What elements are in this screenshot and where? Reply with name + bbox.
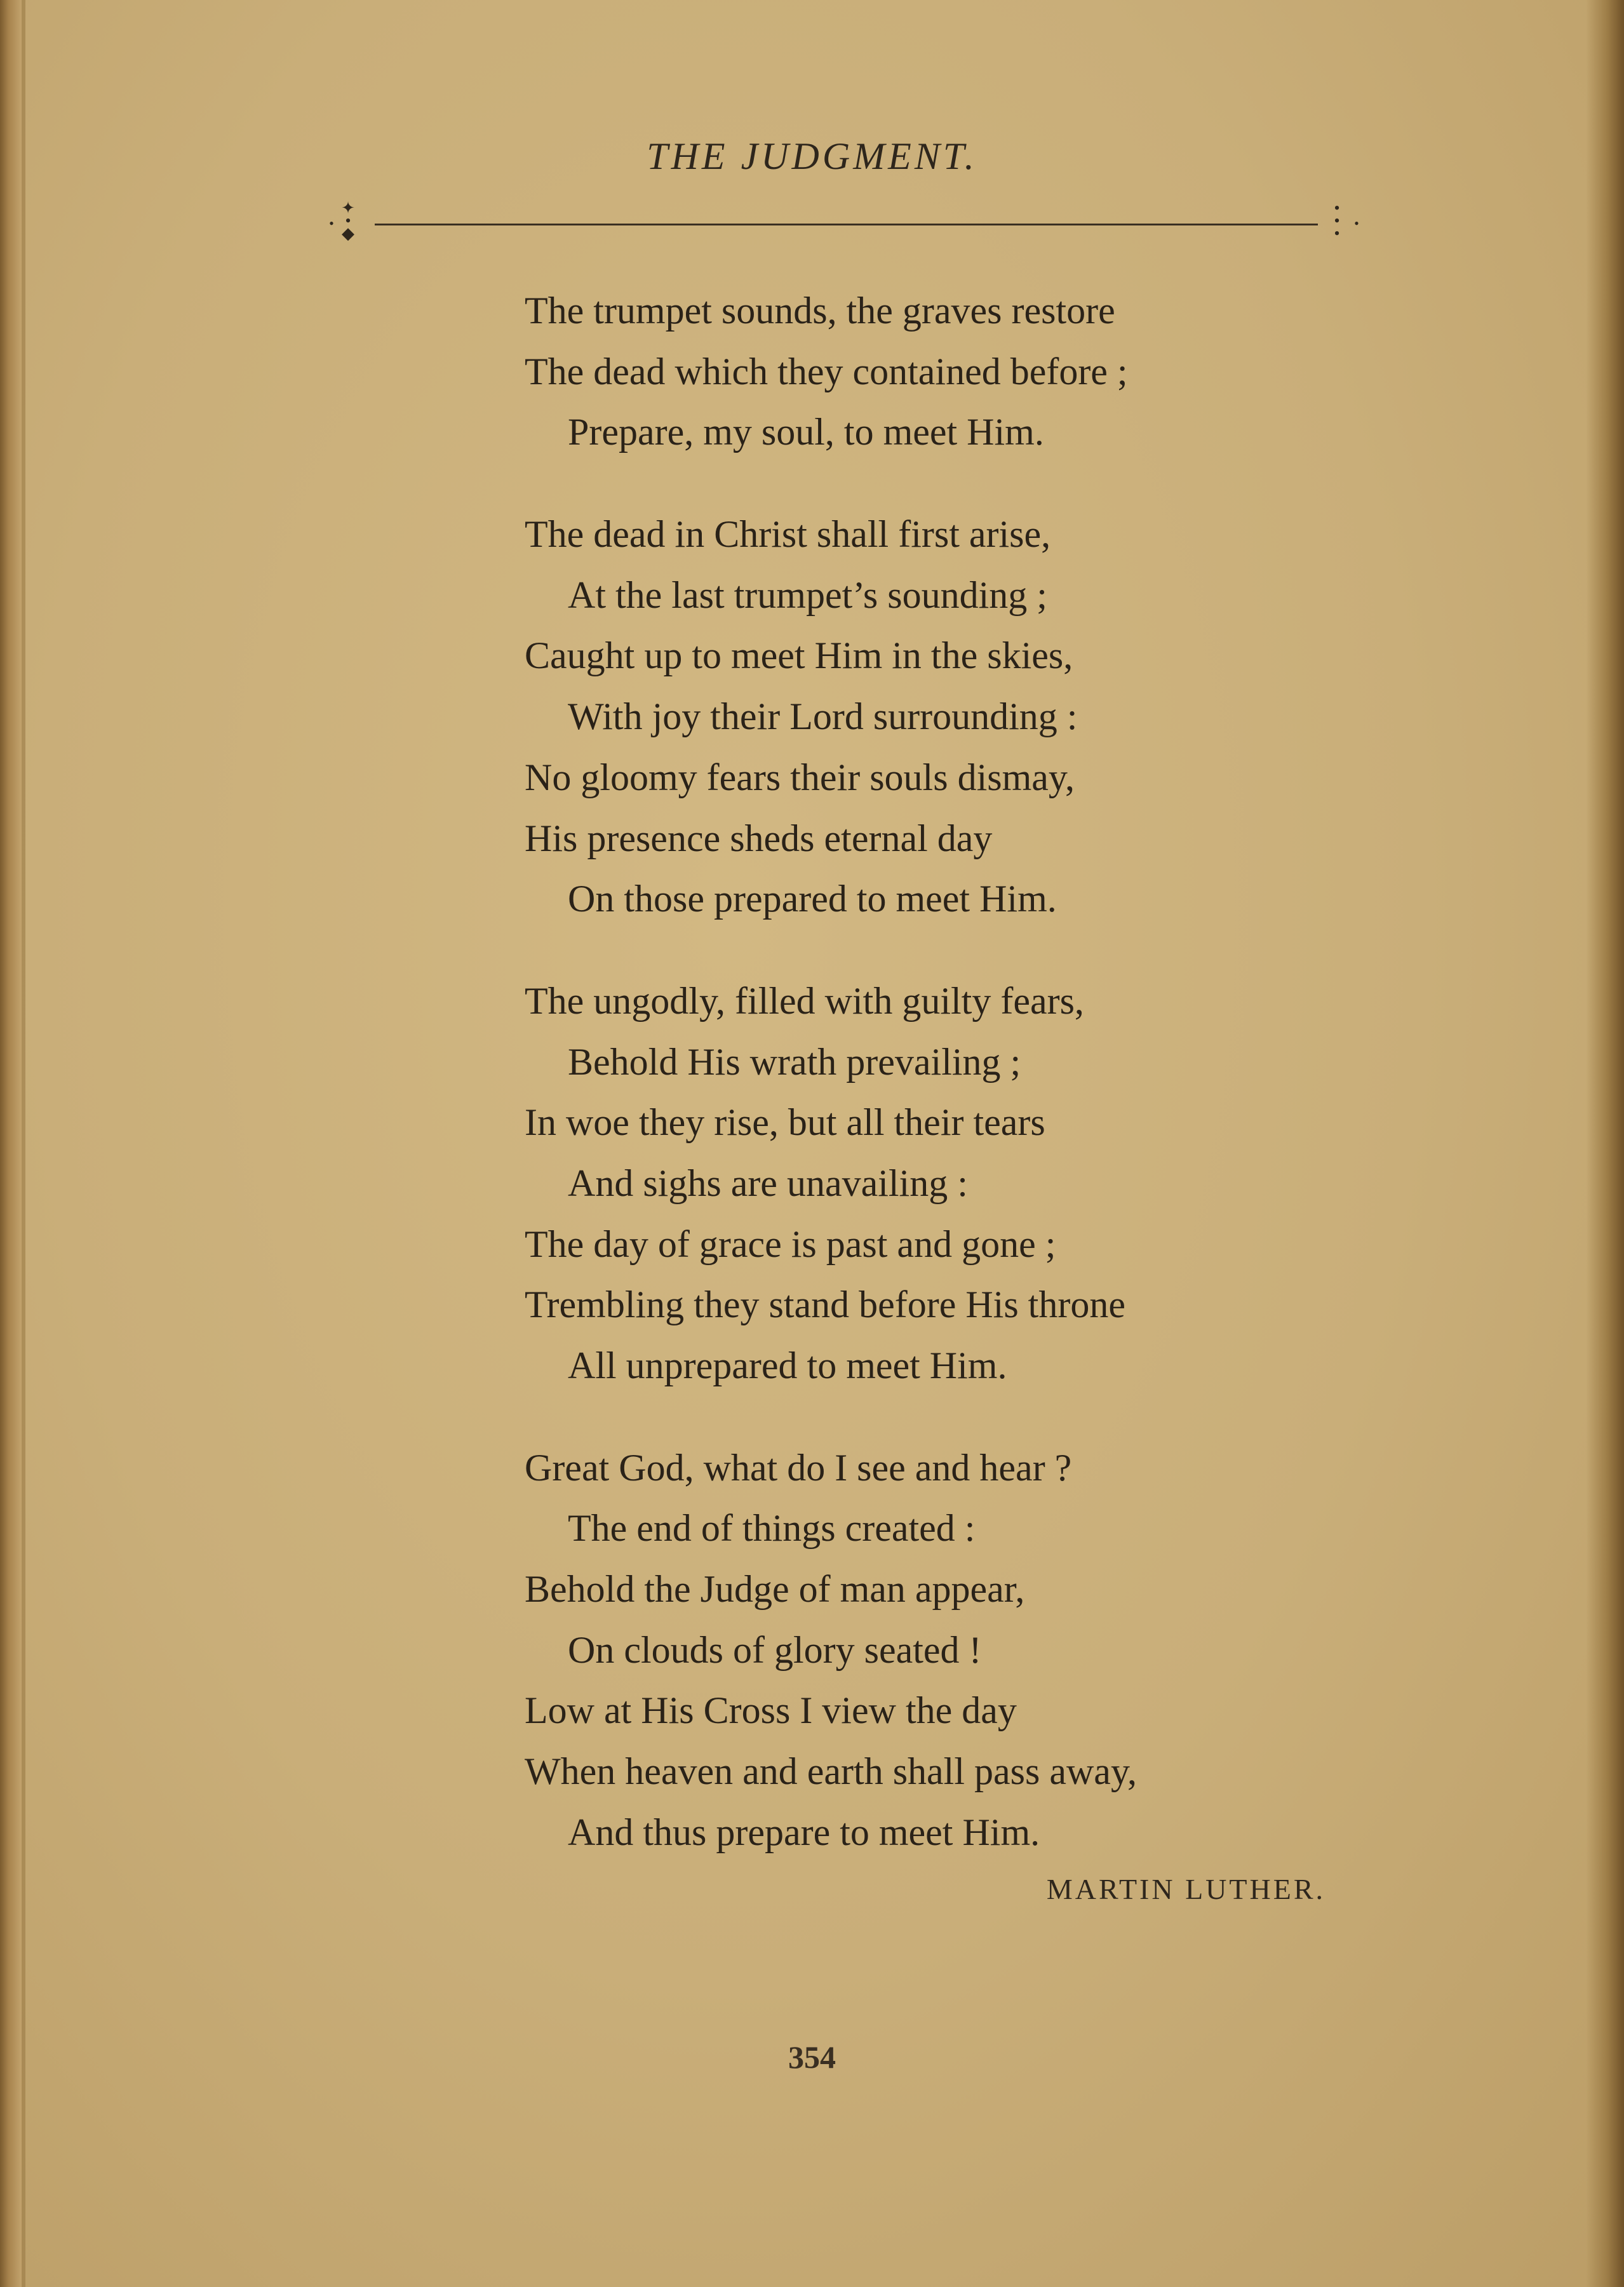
poem-line: On those prepared to meet Him.	[568, 878, 1057, 920]
rule-ornament-left: ✦ • ◆	[341, 199, 355, 243]
poem-line: The trumpet sounds, the graves restore	[525, 290, 1115, 332]
poem-line: The day of grace is past and gone ;	[525, 1223, 1056, 1265]
poem-line: All unprepared to meet Him.	[568, 1345, 1007, 1386]
poem-line: With joy their Lord surrounding :	[568, 695, 1078, 738]
poem-line: Behold the Judge of man appear,	[525, 1568, 1025, 1611]
poem-line: Low at His Cross I view the day	[525, 1689, 1017, 1732]
page-fore-edge	[1586, 0, 1624, 2287]
poem-line: His presence sheds eternal day	[525, 817, 993, 859]
spine-gutter-line	[22, 0, 25, 2287]
poem-line: In woe they rise, but all their tears	[525, 1101, 1045, 1144]
header-rule	[375, 224, 1318, 225]
stanza	[525, 504, 1350, 930]
poem-line: Behold His wrath prevailing ;	[568, 1040, 1021, 1083]
rule-ornament-left-dot: •	[329, 215, 334, 231]
poem-body	[525, 281, 1350, 1905]
page-number: 354	[788, 2039, 836, 2075]
poem-line: Trembling they stand before His throne	[525, 1284, 1125, 1326]
poem-line: The end of things created :	[568, 1507, 976, 1550]
rule-ornament-right: • • •	[1334, 199, 1340, 243]
author-attribution: MARTIN LUTHER.	[1046, 1873, 1325, 1905]
poem-line: On clouds of glory seated !	[568, 1628, 982, 1671]
poem-line: At the last trumpet’s sounding ;	[568, 573, 1047, 616]
poem-line: And thus prepare to meet Him.	[568, 1811, 1040, 1853]
page-spine-edge	[0, 0, 22, 2287]
poem-line: Prepare, my soul, to meet Him.	[568, 411, 1044, 453]
poem-line: The ungodly, filled with guilty fears,	[525, 979, 1084, 1022]
stanza	[525, 1438, 1350, 1863]
poem-line: Great God, what do I see and hear ?	[525, 1446, 1072, 1489]
poem-line: When heaven and earth shall pass away,	[525, 1750, 1137, 1793]
poem-line: No gloomy fears their souls dismay,	[525, 756, 1075, 798]
rule-ornament-right-dot: •	[1354, 215, 1359, 231]
poem-line: And sighs are unavailing :	[568, 1162, 968, 1204]
stanza	[525, 281, 1350, 463]
stanza	[525, 971, 1350, 1397]
running-head: THE JUDGMENT.	[647, 135, 977, 177]
poem-line: The dead which they contained before ;	[525, 350, 1128, 392]
poem-line: The dead in Christ shall first arise,	[525, 513, 1051, 556]
poem-line: Caught up to meet Him in the skies,	[525, 634, 1073, 677]
